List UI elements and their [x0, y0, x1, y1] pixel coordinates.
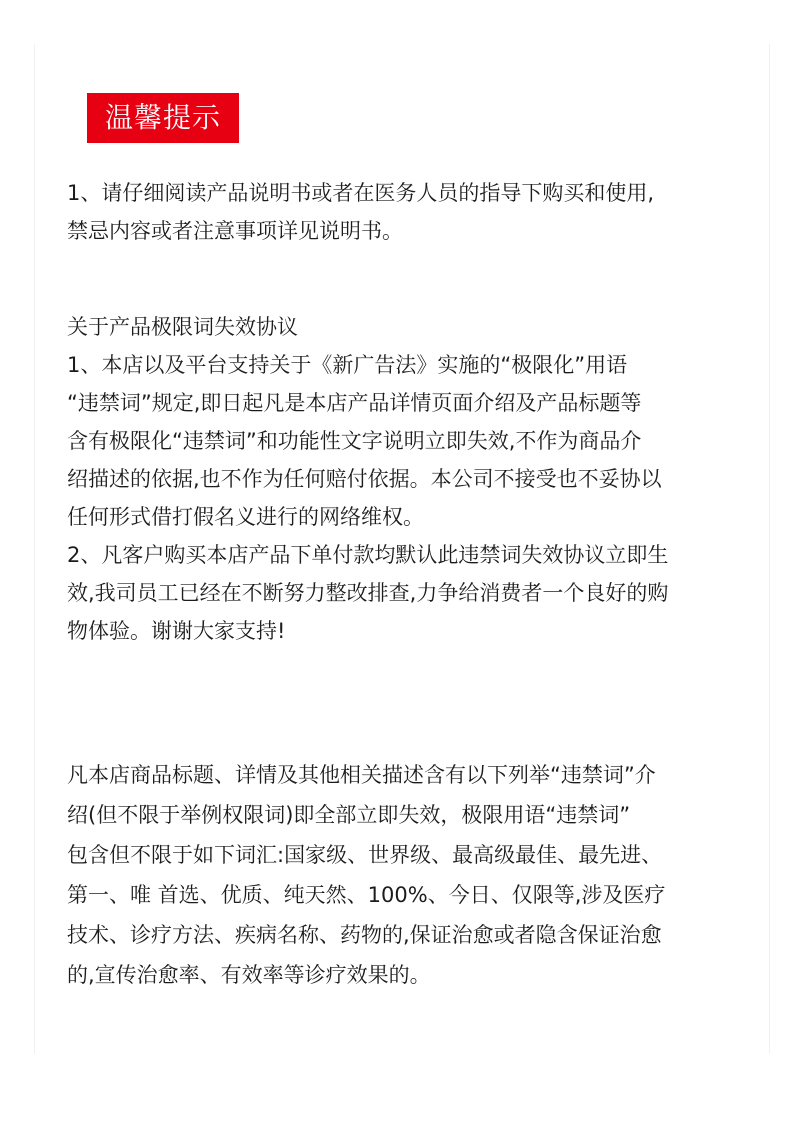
agreement-section — [67, 308, 757, 650]
agreement-line: 绍描述的依据,也不作为任何赔付依据。本公司不接受也不妥协以 — [67, 467, 662, 491]
agreement-line: 含有极限化“违禁词”和功能性文字说明立即失效,不作为商品介 — [67, 429, 642, 453]
notice-banner: 温馨提示 — [87, 93, 239, 143]
banned-terms-section — [67, 755, 757, 995]
banned-terms-line: 包含但不限于如下词汇:国家级、世界级、最高级最佳、最先进、 — [67, 843, 663, 867]
banned-terms-line: 绍(但不限于举例权限词)即全部立即失效，极限用语“违禁词” — [67, 803, 631, 827]
banned-terms-line: 凡本店商品标题、详情及其他相关描述含有以下列举“违禁词”介 — [67, 763, 656, 787]
intro-line: 1、请仔细阅读产品说明书或者在医务人员的指导下购买和使用, — [67, 181, 655, 205]
intro-section — [67, 174, 757, 250]
agreement-line: 任何形式借打假名义进行的网络维权。 — [67, 505, 424, 529]
banned-terms-line: 第一、唯 首选、优质、纯天然、100%、今日、仅限等,涉及医疗 — [67, 883, 666, 907]
agreement-line: 2、凡客户购买本店产品下单付款均默认此违禁词失效协议立即生 — [67, 543, 669, 567]
agreement-line: “违禁词”规定,即日起凡是本店产品详情页面介绍及产品标题等 — [67, 391, 642, 415]
banned-terms-line: 技术、诊疗方法、疾病名称、药物的,保证治愈或者隐含保证治愈 — [67, 923, 662, 947]
intro-line: 禁忌内容或者注意事项详见说明书。 — [67, 219, 403, 243]
agreement-line: 1、本店以及平台支持关于《新广告法》实施的“极限化”用语 — [67, 353, 628, 377]
agreement-line: 效,我司员工已经在不断努力整改排查,力争给消费者一个良好的购 — [67, 581, 669, 605]
agreement-title: 关于产品极限词失效协议 — [67, 315, 298, 339]
agreement-line: 物体验。谢谢大家支持! — [67, 619, 286, 643]
banned-terms-line: 的,宣传治愈率、有效率等诊疗效果的。 — [67, 963, 431, 987]
